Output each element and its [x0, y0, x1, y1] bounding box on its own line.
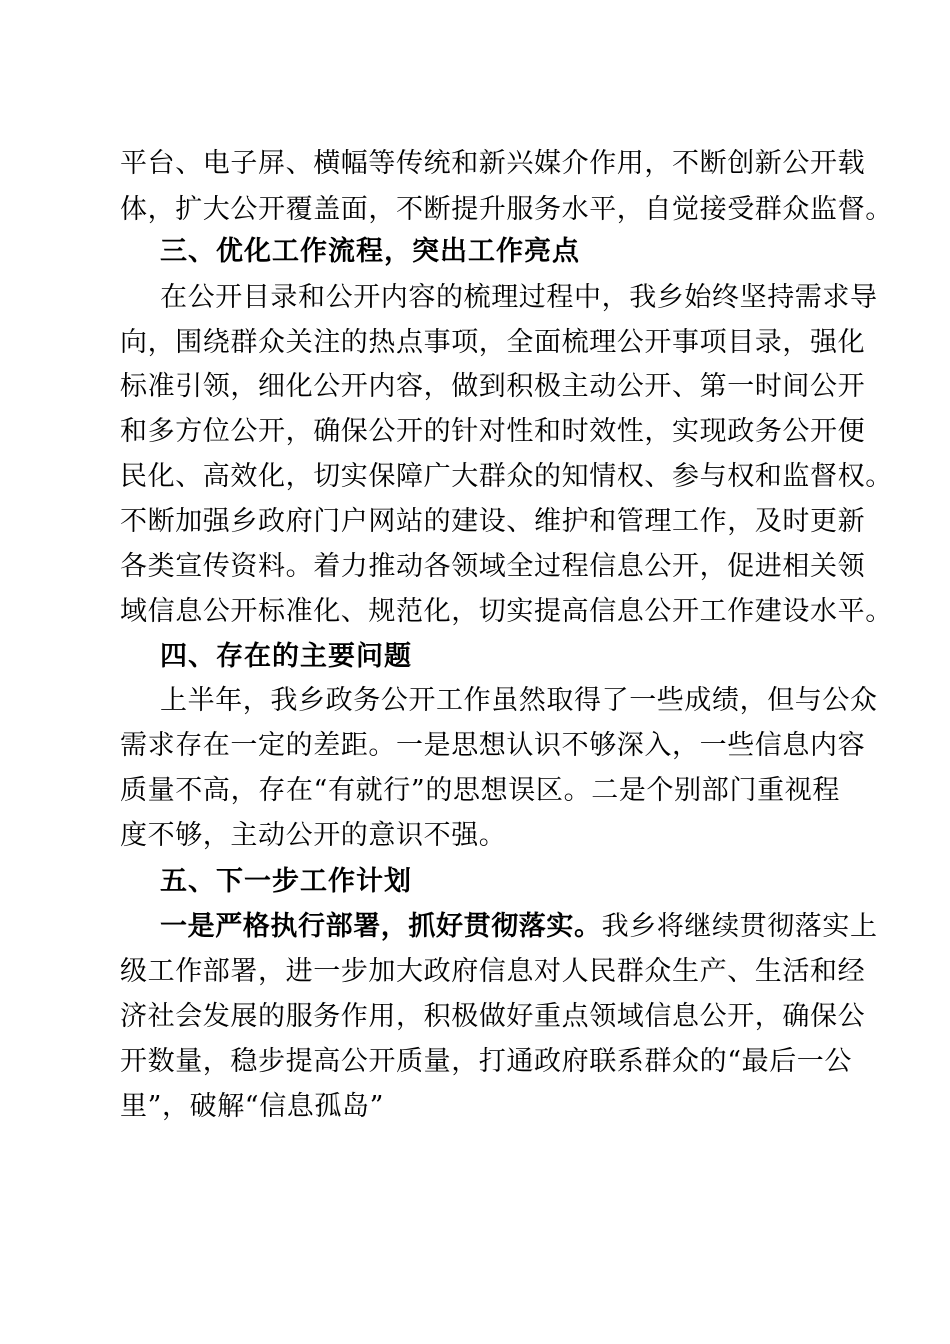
paragraph-line: 体，扩大公开覆盖面，不断提升服务水平，自觉接受群众监督。	[120, 194, 893, 225]
paragraph-line: 上半年，我乡政务公开工作虽然取得了一些成绩，但与公众	[160, 685, 878, 716]
paragraph-line: 济社会发展的服务作用，积极做好重点领域信息公开，确保公	[120, 1001, 866, 1032]
paragraph-line: 平台、电子屏、横幅等传统和新兴媒介作用，不断创新公开载	[120, 148, 866, 179]
paragraph-line: 需求存在一定的差距。一是思想认识不够深入，一些信息内容	[120, 730, 866, 761]
paragraph-line: 里”，破解“信息孤岛”	[120, 1091, 385, 1122]
section-heading-3: 三、优化工作流程，突出工作亮点	[160, 236, 580, 267]
paragraph-line: 向，围绕群众关注的热点事项，全面梳理公开事项目录，强化	[120, 327, 866, 358]
paragraph-text: 我乡将继续贯彻落实上	[601, 911, 878, 942]
paragraph-line: 和多方位公开，确保公开的针对性和时效性，实现政务公开便	[120, 416, 866, 447]
paragraph-line: 级工作部署，进一步加大政府信息对人民群众生产、生活和经	[120, 956, 866, 987]
paragraph-line-with-bold-lead	[160, 904, 878, 950]
section-heading-4: 四、存在的主要问题	[160, 641, 412, 672]
paragraph-line: 在公开目录和公开内容的梳理过程中，我乡始终坚持需求导	[160, 282, 878, 313]
paragraph-line: 民化、高效化，切实保障广大群众的知情权、参与权和监督权。	[120, 461, 893, 492]
section-heading-5: 五、下一步工作计划	[160, 866, 412, 897]
paragraph-line: 各类宣传资料。着力推动各领域全过程信息公开，促进相关领	[120, 551, 866, 582]
paragraph-line: 域信息公开标准化、规范化，切实提高信息公开工作建设水平。	[120, 596, 893, 627]
paragraph-line: 度不够，主动公开的意识不强。	[120, 820, 507, 851]
paragraph-line: 开数量，稳步提高公开质量，打通政府联系群众的“最后一公	[120, 1046, 853, 1077]
paragraph-line: 标准引领，细化公开内容，做到积极主动公开、第一时间公开	[120, 371, 866, 402]
paragraph-line: 质量不高，存在“有就行”的思想误区。二是个别部门重视程	[120, 775, 840, 806]
paragraph-line: 不断加强乡政府门户网站的建设、维护和管理工作，及时更新	[120, 506, 866, 537]
bold-lead-text: 一是严格执行部署，抓好贯彻落实。	[160, 911, 602, 942]
